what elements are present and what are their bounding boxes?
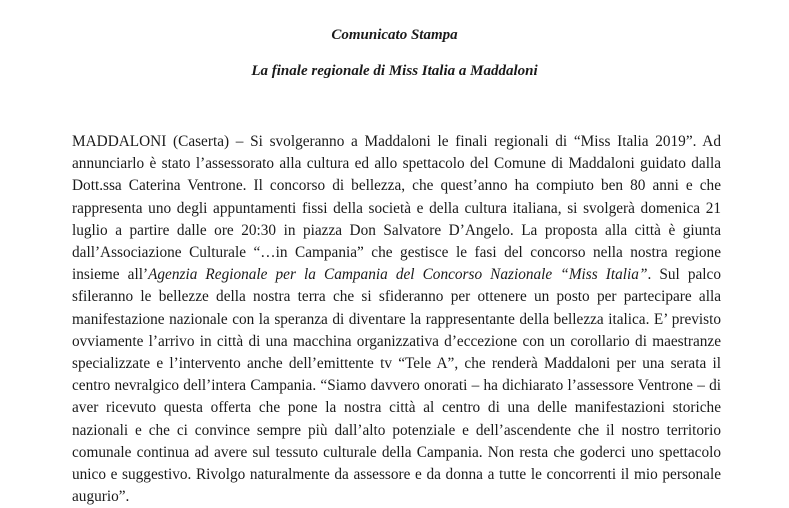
press-release-label: Comunicato Stampa bbox=[331, 27, 458, 43]
press-release-headline: La finale regionale di Miss Italia a Maddaloni bbox=[251, 63, 538, 79]
article-text-intro: MADDALONI (Caserta) – Si svolgeranno a Maddaloni le finali regionali di “Miss Italia 2019”. Ad annunciarlo è stato l’assessorato alla cultura ed allo spettacolo del Comune di Maddaloni guidato dalla Dott.ssa Caterina Ventrone. Il concorso di bellezza, che quest’anno ha compiuto ben 80 anni e che rappresenta uno degli appuntamenti fissi della società e della cultura italiana, si svolgerà domenica 21 luglio a partire dalle ore 20:30 in piazza Don Salvatore D’Angelo. La proposta alla città è giunta dall’Associazione Culturale “…in Campania” che gestisce le fasi del concorso nella nostra regione insieme all’ bbox=[72, 133, 721, 284]
article-text-agency: Agenzia Regionale per la Campania del Concorso Nazionale “Miss Italia” bbox=[148, 266, 648, 284]
article-text-rest: . Sul palco sfileranno le bellezze della nostra terra che si sfideranno per ottenere un posto per partecipare alla manifestazione nazionale con la speranza di diventare la rappresentante della bellezza italica. E’ previsto ovviamente l’arrivo in città di una macchina organizzativa d’eccezione con un corollario di maestranze specializzate e l’intervento anche dell’emittente tv “Tele A”, che renderà Maddaloni per una serata il centro nevralgico dell’intera Campania. “Siamo davvero onorati – ha dichiarato l’assessore Ventrone – di aver ricevuto questa offerta che pone la nostra città al centro di una delle manifestazioni storiche nazionali e che ci convince sempre più dall’alto potenziale e dell’ascendente che il nostro territorio comunale continua ad avere sul tessuto culturale della Campania. Non resta che goderci uno spettacolo unico e suggestivo. Rivolgo naturalmente da assessore e da donna a tutte le concorrenti il mio personale augurio”. bbox=[72, 266, 721, 506]
article-body bbox=[72, 131, 721, 508]
